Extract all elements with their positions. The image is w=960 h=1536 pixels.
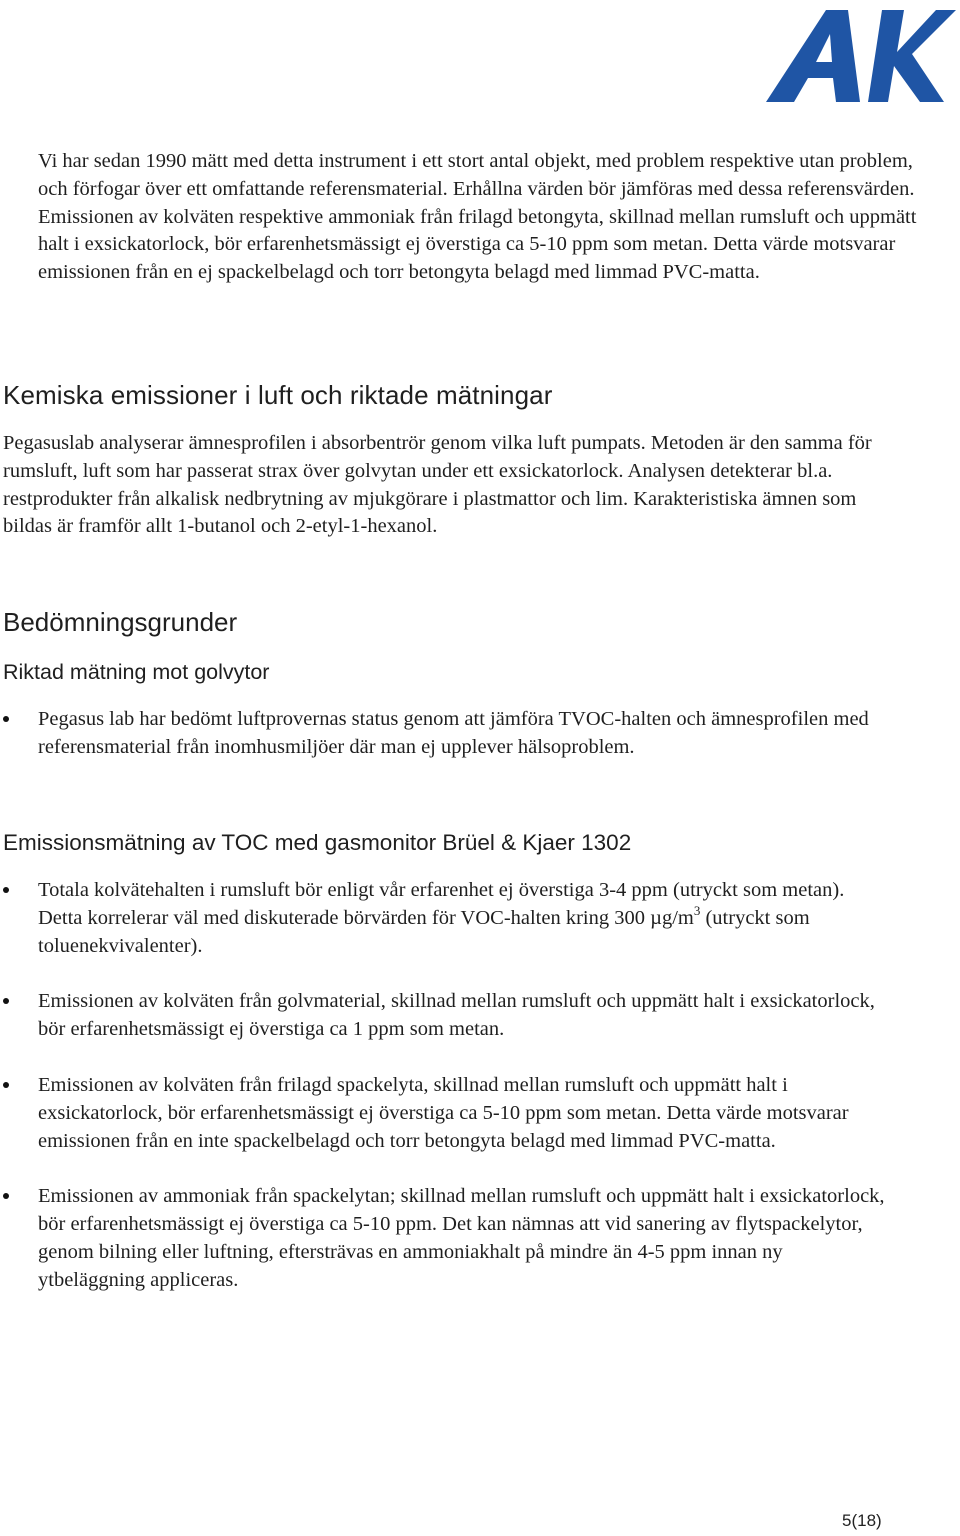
section-heading-bedomning: Bedömningsgrunder: [3, 607, 238, 637]
ak-logo: [764, 6, 956, 104]
list-item-text-post: (utryckt som toluenekvivalenter).: [38, 906, 810, 957]
list-item-text: Pegasus lab har bedömt luftprovernas status genom att jämföra TVOC-halten och ämnesprofilen med referensmaterial från inomhusmiljöer där man ej upplever hälsoproblem.: [38, 708, 869, 758]
bedomning-list: [0, 706, 960, 790]
subheading-riktad: Riktad mätning mot golvytor: [3, 660, 270, 684]
bullet-icon: [3, 1082, 9, 1088]
list-item: [0, 1072, 890, 1155]
bullet-icon: [3, 716, 9, 722]
list-item-text: Emissionen av kolväten från frilagd spackelyta, skillnad mellan rumsluft och uppmätt halt i exsickatorlock, bör erfarenhetsmässigt ej överstiga ca 5-10 ppm som metan. Detta värde motsvarar emissionen från en inte spackelbelagd och torr betongyta belagd med limmad PVC-matta.: [38, 1073, 849, 1152]
page-number: 5(18): [842, 1511, 882, 1530]
list-item: [0, 706, 890, 762]
list-item: [0, 1183, 890, 1294]
bullet-icon: [3, 887, 9, 893]
kemiska-paragraph: Pegasuslab analyserar ämnesprofilen i absorbentrör genom vilka luft pumpats. Metoden är den samma för rumsluft, luft som har passerat strax över golvytan under ett exsickatorlock. Analysen detekterar bl.a. restprodukter från alkalisk nedbrytning av mjukgörare i plastmattor och lim. Karakteristiska ämnen som bildas är framför allt 1-butanol och 2-etyl-1-hexanol.: [3, 432, 872, 538]
superscript: 3: [693, 902, 701, 918]
list-item: [0, 988, 890, 1044]
bullet-icon: [3, 1193, 9, 1199]
list-item: [0, 877, 890, 960]
list-item-text: Emissionen av kolväten från golvmaterial, skillnad mellan rumsluft och uppmätt halt i exsickatorlock, bör erfarenhetsmässigt ej överstiga ca 1 ppm som metan.: [38, 990, 875, 1041]
toc-list: [0, 877, 960, 1323]
list-item-text-pre: Totala kolvätehalten i rumsluft bör enligt vår erfarenhet ej överstiga 3-4 ppm (utryckt som metan). Detta korrelerar väl med diskuterade börvärden för VOC-halten kring 300 µg/m: [38, 879, 845, 929]
list-item-text: Emissionen av ammoniak från spackelytan; skillnad mellan rumsluft och uppmätt halt i exsickatorlock, bör erfarenhetsmässigt ej överstiga ca 5-10 ppm. Det kan nämnas att vid sanering av flytspackelytor, genom bilning eller luftning, eftersträvas en ammoniakhalt på mindre än 4-5 ppm innan ny ytbeläggning appliceras.: [38, 1185, 885, 1291]
section-heading-toc: Emissionsmätning av TOC med gasmonitor Brüel & Kjaer 1302: [3, 830, 632, 855]
intro-paragraph: Vi har sedan 1990 mätt med detta instrument i ett stort antal objekt, med problem respektive utan problem, och förfogar över ett omfattande referensmaterial. Erhållna värden bör jämföras med dessa referensvärden.: [38, 150, 915, 200]
intro-paragraph-2: Emissionen av kolväten respektive ammoniak från frilagd betongyta, skillnad mellan rumsluft och uppmätt halt i exsickatorlock, bör erfarenhetsmässigt ej överstiga ca 5-10 ppm som metan. Detta värde motsvarar emissionen från en ej spackelbelagd och torr betongyta belagd med limmad PVC-matta.: [38, 205, 917, 284]
section-heading-kemiska: Kemiska emissioner i luft och riktade mätningar: [3, 380, 553, 410]
intro-text: [38, 148, 918, 287]
bullet-icon: [3, 998, 9, 1004]
